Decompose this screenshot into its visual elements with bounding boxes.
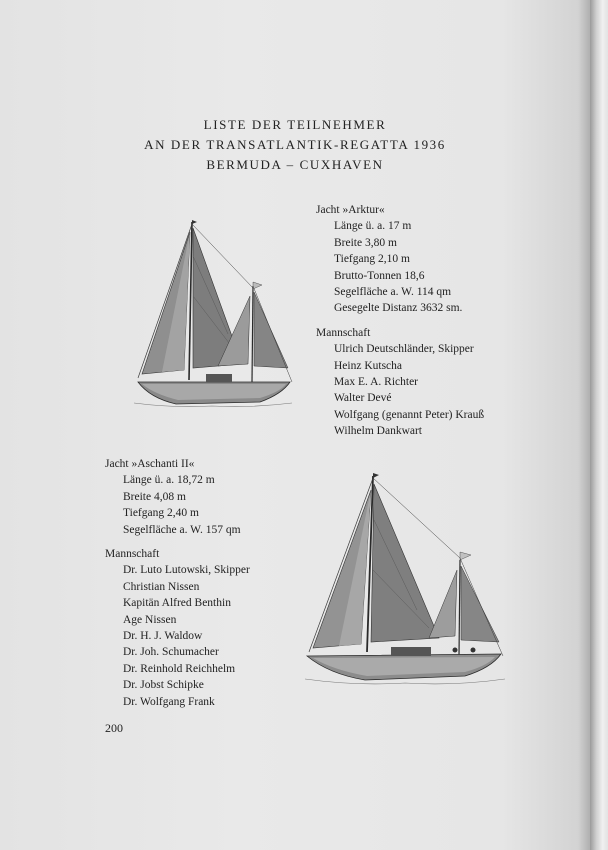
arktur-crew-member: Ulrich Deutschländer, Skipper [334,343,474,356]
arktur-spec: Tiefgang 2,10 m [334,253,410,266]
arktur-crew-heading: Mannschaft [316,326,371,339]
arktur-entry [316,202,484,440]
arktur-crew-member: Heinz Kutscha [334,359,403,372]
page-edge [590,0,608,850]
aschanti-crew-member: Dr. Luto Lutowski, Skipper [123,564,250,577]
arktur-spec: Gesegelte Distanz 3632 sm. [334,302,463,315]
aschanti-entry [105,456,250,710]
arktur-crew-member: Walter Devé [334,392,392,405]
arktur-spec: Brutto-Tonnen 18,6 [334,269,425,282]
arktur-crew-member: Wilhelm Dankwart [334,425,422,438]
aschanti-illustration [305,470,505,692]
arktur-illustration [132,216,294,412]
aschanti-spec: Segelfläche a. W. 157 qm [123,523,241,536]
aschanti-crew-member: Dr. Wolfgang Frank [123,695,215,708]
arktur-yacht-name: Jacht »Arktur« [316,204,385,216]
arktur-spec: Segelfläche a. W. 114 qm [334,286,452,299]
aschanti-spec: Länge ü. a. 18,72 m [123,474,215,487]
aschanti-yacht-name: Jacht »Aschanti II« [105,458,195,470]
title-line-1: LISTE DER TEILNEHMER [203,117,387,132]
arktur-crew-member: Max E. A. Richter [334,376,418,389]
aschanti-crew-member: Christian Nissen [123,580,200,593]
arktur-crew-member: Wolfgang (genannt Peter) Krauß [334,408,485,421]
title-line-3: BERMUDA – CUXHAVEN [206,157,384,172]
aschanti-crew-member: Dr. Jobst Schipke [123,679,204,692]
aschanti-crew-member: Dr. Joh. Schumacher [123,646,219,659]
arktur-spec: Länge ü. a. 17 m [334,220,412,233]
arktur-spec: Breite 3,80 m [334,236,397,249]
aschanti-crew-member: Age Nissen [123,613,177,626]
title-line-2: AN DER TRANSATLANTIK-REGATTA 1936 [144,137,446,152]
aschanti-spec: Breite 4,08 m [123,490,186,503]
aschanti-crew-member: Dr. Reinhold Reichhelm [123,662,236,675]
page-number: 200 [105,721,123,735]
aschanti-crew-member: Dr. H. J. Waldow [123,630,203,643]
aschanti-spec: Tiefgang 2,40 m [123,507,199,520]
aschanti-crew-member: Kapitän Alfred Benthin [123,597,231,610]
aschanti-crew-heading: Mannschaft [105,548,160,561]
